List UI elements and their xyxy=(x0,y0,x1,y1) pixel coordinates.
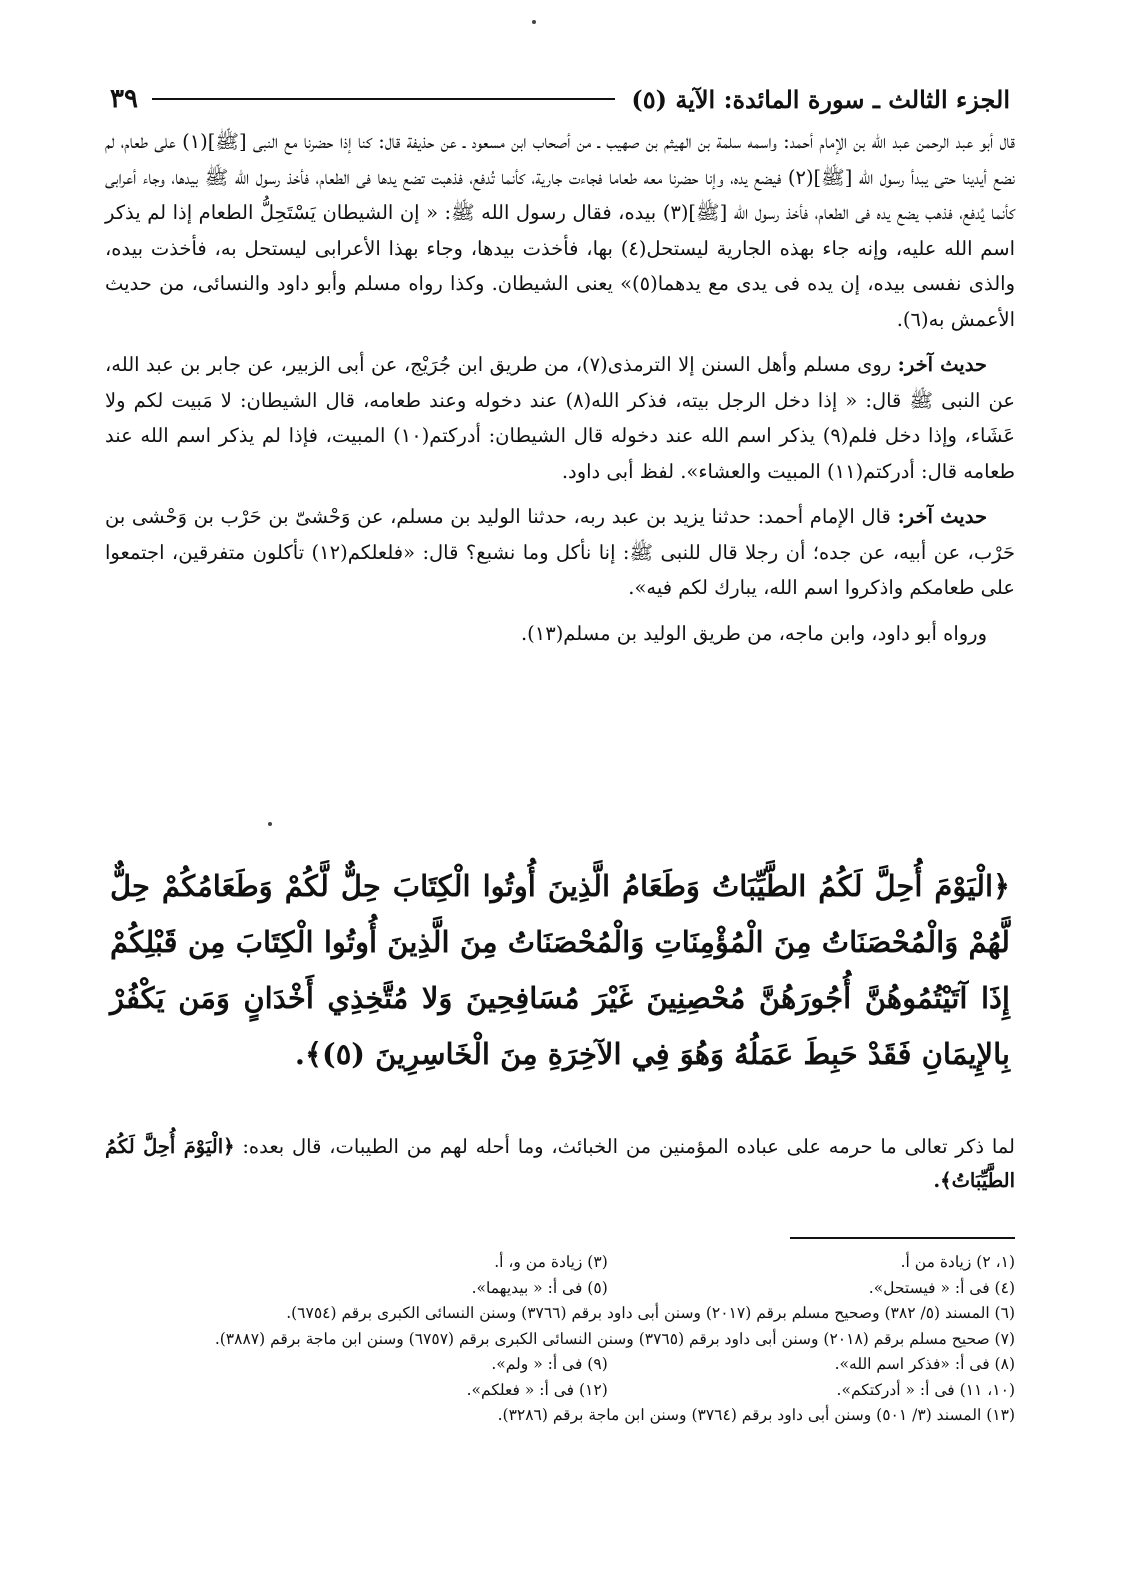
commentary-body xyxy=(105,124,1015,661)
footnote: (٣) زيادة من و، أ. xyxy=(494,1253,608,1271)
tafsir-text: لما ذكر تعالى ما حرمه على عباده المؤمنين من الخبائث، وما أحله لهم من الطيبات، قال بعده: xyxy=(234,1135,1015,1158)
header-title: الجزء الثالث ـ سورة المائدة: الآية (٥) xyxy=(631,84,1010,114)
paragraph-hadith-2: حديث آخر: روى مسلم وأهل السنن إلا الترمذى(٧)، من طريق ابن جُرَيْج، عن أبى الزبير، عن جابر بن عبد الله، عن النبى ﷺ قال: « إذا دخل الرجل بيته، فذكر الله(٨) عند دخوله وعند طعامه، قال الشيطان: لا مَبيت لكم ولا عَشَاء، وإذا دخل فلم(٩) يذكر اسم الله عند دخوله قال الشيطان: أدركتم(١٠) المبيت، فإذا لم يذكر اسم الله عند طعامه قال: أدركتم(١١) المبيت والعشاء». لفظ أبى داود. xyxy=(105,353,1015,483)
header-rule xyxy=(152,98,615,100)
paragraph-hadith-3: حديث آخر: قال الإمام أحمد: حدثنا يزيد بن عبد ربه، حدثنا الوليد بن مسلم، عن وَحْشىّ بن حَرْب بن وَحْشى بن حَرْب، عن أبيه، عن جده؛ أن رجلا قال للنبى ﷺ: إنا نأكل وما نشبع؟ قال: «فلعلكم(١٢) تأكلون متفرقين، اجتمعوا على طعامكم واذكروا اسم الله، يبارك لكم فيه». xyxy=(105,505,1015,599)
footnote: (١٢) فى أ: « فعلكم». xyxy=(466,1380,608,1399)
footnote: (٤) فى أ: « فيستحل». xyxy=(868,1278,1015,1297)
running-header xyxy=(110,82,1010,116)
footnote-row xyxy=(110,1276,1015,1302)
page-number: ٣٩ xyxy=(110,84,138,114)
section-lead: حديث آخر: xyxy=(897,353,987,376)
scan-speck xyxy=(268,822,272,826)
footnotes xyxy=(110,1250,1015,1429)
footnote: (١، ٢) زيادة من أ. xyxy=(900,1253,1015,1271)
footnote: (٥) فى أ: « بيديهما». xyxy=(471,1278,608,1297)
paragraph-hadith-1: قال أبو عبد الرحمن عبد الله بن الإمام أحمد: واسمه سلمة بن الهيثم بن صهيب ـ من أصحاب ابن مسعود ـ عن حذيفة قال: كنا إذا حضرنا مع النبى [ﷺ](١) على طعام، لم نضع أيدينا حتى يبدأ رسول الله [ﷺ](٢) فيضع يده، وإنا حضرنا معه طعاما فجاءت جارية، كأنما تُدفع، فذهبت تضع يدها فى الطعام، فأخذ رسول الله ﷺ بيدها، وجاء أعرابى كأنما يُدفع، فذهب يضع يده فى الطعام، فأخذ رسول الله [ﷺ](٣) بيده، فقال رسول الله ﷺ: « إن الشيطان يَسْتَحِلُّ الطعام إذا لم يذكر اسم الله عليه، وإنه جاء بهذه الجارية ليستحل(٤) بها، فأخذت بيدها، وجاء بهذا الأعرابى ليستحل به، فأخذت بيده، والذى نفسى بيده، إن يده فى يدى مع يدهما(٥)» يعنى الشيطان. وكذا رواه مسلم وأبو داود والنسائى، من حديث الأعمش به(٦). xyxy=(105,130,1016,331)
tafsir-paragraph xyxy=(105,1130,1015,1198)
footnote-row xyxy=(110,1352,1015,1378)
section-lead: حديث آخر: xyxy=(897,505,987,528)
scan-speck xyxy=(532,20,536,24)
footnote: (٨) فى أ: «فذكر اسم الله». xyxy=(834,1355,1015,1373)
footnote: (٩) فى أ: « ولم». xyxy=(491,1355,608,1373)
verse-quote: ﴿الْيَوْمَ أُحِلَّ لَكُمُ الطَّيِّبَاتُ﴾. xyxy=(105,1135,1015,1192)
footnote-separator xyxy=(790,1237,1015,1239)
footnote-row xyxy=(110,1250,1015,1276)
footnote: (١٣) المسند (٣/ ٥٠١) وسنن أبى داود برقم (٣٧٦٤) وسنن ابن ماجة برقم (٣٢٨٦). xyxy=(497,1406,1015,1424)
footnote: (١٠، ١١) فى أ: « أدركتكم». xyxy=(836,1380,1015,1399)
footnote: (٦) المسند (٥/ ٣٨٢) وصحيح مسلم برقم (٢٠١٧) وسنن أبى داود برقم (٣٧٦٦) وسنن النسائى الكبرى برقم (٦٧٥٤). xyxy=(286,1304,1015,1322)
footnote-row xyxy=(110,1378,1015,1404)
footnote: (٧) صحيح مسلم برقم (٢٠١٨) وسنن أبى داود برقم (٣٧٦٥) وسنن النسائى الكبرى برقم (٦٧٥٧) وسنن ابن ماجة برقم (٣٨٨٧). xyxy=(214,1329,1015,1348)
paragraph-narration: ورواه أبو داود، وابن ماجه، من طريق الوليد بن مسلم(١٣). xyxy=(520,621,987,645)
quran-verse: ﴿الْيَوْمَ أُحِلَّ لَكُمُ الطَّيِّبَاتُ وَطَعَامُ الَّذِينَ أُوتُوا الْكِتَابَ حِلٌّ لَّكُمْ وَطَعَامُكُمْ حِلٌّ لَّهُمْ وَالْمُحْصَنَاتُ مِنَ الْمُؤْمِنَاتِ وَالْمُحْصَنَاتُ مِنَ الَّذِينَ أُوتُوا الْكِتَابَ مِن قَبْلِكُمْ إِذَا آتَيْتُمُوهُنَّ أُجُورَهُنَّ مُحْصِنِينَ غَيْرَ مُسَافِحِينَ وَلا مُتَّخِذِي أَخْدَانٍ وَمَن يَكْفُرْ بِالإِيمَانِ فَقَدْ حَبِطَ عَمَلُهُ وَهُوَ فِي الآخِرَةِ مِنَ الْخَاسِرِينَ (٥)﴾. xyxy=(110,869,1010,1071)
